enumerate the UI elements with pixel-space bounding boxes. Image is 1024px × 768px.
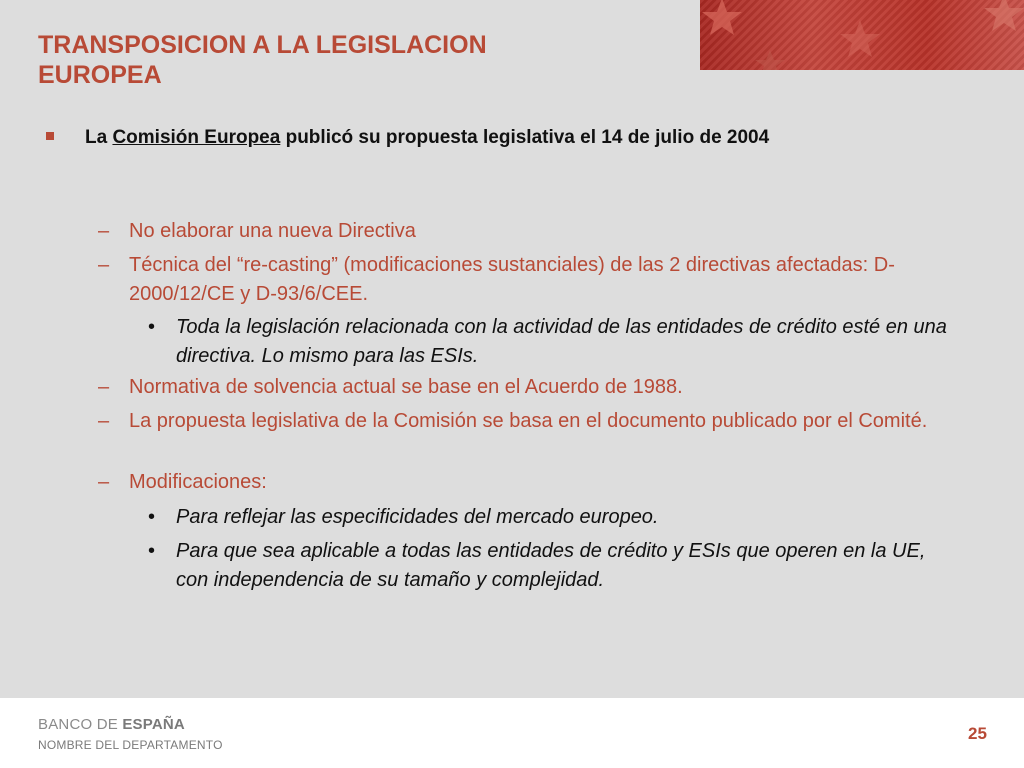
dot-marker: • — [148, 316, 156, 338]
list-item-text: Técnica del “re-casting” (modificaciones sustanciales) de las 2 directivas afectadas: D-2000/12/CE y D-93/6/CEE. — [129, 254, 895, 305]
list-item-text: No elaborar una nueva Directiva — [129, 220, 416, 242]
banco-de-espana-logo — [38, 716, 185, 733]
list-item-text: Modificaciones: — [129, 471, 267, 493]
square-bullet-icon — [46, 132, 54, 140]
dot-marker: • — [148, 540, 156, 562]
dash-marker: – — [98, 471, 110, 493]
dash-marker: – — [98, 254, 110, 276]
page-number: 25 — [968, 724, 987, 743]
list-item-text: Para que sea aplicable a todas las entidades de crédito y ESIs que operen en la UE, con independencia de su tamaño y complejidad. — [176, 540, 926, 591]
title-line-1: TRANSPOSICION A LA LEGISLACION — [38, 31, 487, 59]
comision-europea-link[interactable]: Comisión Europea — [112, 127, 281, 148]
department-name: NOMBRE DEL DEPARTAMENTO — [38, 738, 223, 752]
list-item-text: Normativa de solvencia actual se base en el Acuerdo de 1988. — [129, 376, 683, 398]
main-bullet-suffix: publicó su propuesta legislativa el 14 de julio de 2004 — [280, 127, 770, 148]
list-item-text: La propuesta legislativa de la Comisión se basa en el documento publicado por el Comité. — [129, 410, 928, 432]
title-line-2: EUROPEA — [38, 61, 162, 89]
logo-text-bold: ESPAÑA — [122, 716, 185, 733]
main-bullet-prefix: La — [85, 127, 113, 148]
main-bullet-text — [85, 124, 965, 151]
dash-marker: – — [98, 410, 110, 432]
list-item-text: Para reflejar las especificidades del mercado europeo. — [176, 506, 659, 528]
dash-marker: – — [98, 376, 110, 398]
dash-marker: – — [98, 220, 110, 242]
dot-marker: • — [148, 506, 156, 528]
slide-footer — [0, 698, 1024, 768]
logo-text-light: BANCO DE — [38, 716, 123, 733]
list-item-text: Toda la legislación relacionada con la actividad de las entidades de crédito esté en una directiva. Lo mismo para las ESIs. — [176, 316, 947, 367]
